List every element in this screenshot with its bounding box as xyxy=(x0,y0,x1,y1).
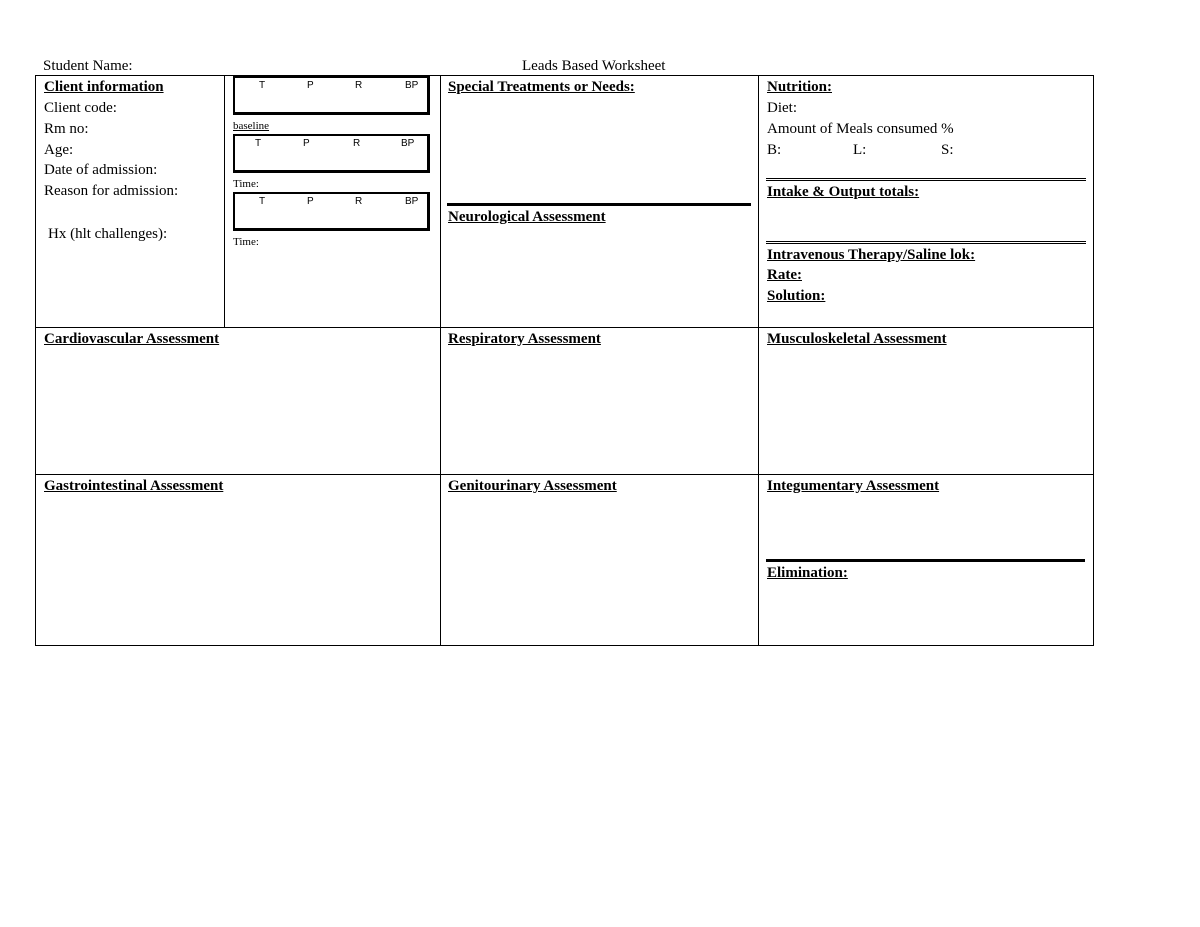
vitals-box-baseline[interactable] xyxy=(233,76,430,115)
intake-divider xyxy=(766,178,1086,181)
vital-pulse-label: P xyxy=(307,80,314,91)
elimination-divider xyxy=(766,559,1085,562)
vital-temp-label: T xyxy=(259,80,266,91)
diet-label: Diet: xyxy=(767,100,797,116)
vital-resp-label: R xyxy=(353,138,361,149)
nutrition-heading: Nutrition: xyxy=(767,79,832,95)
admission-date-label: Date of admission: xyxy=(44,162,158,178)
musculoskeletal-heading: Musculoskeletal Assessment xyxy=(767,331,947,347)
vital-bp-label: BP xyxy=(405,196,419,207)
meals-consumed-label: Amount of Meals consumed % xyxy=(767,121,954,137)
iv-solution-label: Solution: xyxy=(767,288,826,304)
elimination-heading: Elimination: xyxy=(767,565,848,581)
iv-divider xyxy=(766,241,1086,244)
respiratory-heading: Respiratory Assessment xyxy=(448,331,601,347)
vital-bp-label: BP xyxy=(401,138,415,149)
time-label: Time: xyxy=(233,178,259,190)
supper-label: S: xyxy=(941,142,954,158)
iv-rate-label: Rate: xyxy=(767,267,802,283)
baseline-label: baseline xyxy=(233,120,270,132)
room-number-label: Rm no: xyxy=(44,121,89,137)
vital-resp-label: R xyxy=(355,196,363,207)
neuro-divider xyxy=(447,203,751,206)
neurological-heading: Neurological Assessment xyxy=(448,209,606,225)
vital-pulse-label: P xyxy=(303,138,310,149)
vitals-box-2[interactable] xyxy=(233,134,430,173)
cardiovascular-heading: Cardiovascular Assessment xyxy=(44,331,220,347)
age-label: Age: xyxy=(44,142,74,158)
client-code-label: Client code: xyxy=(44,100,117,116)
vitals-box-3[interactable] xyxy=(233,192,430,231)
special-treatments-heading: Special Treatments or Needs: xyxy=(448,79,635,95)
client-info-heading: Client information xyxy=(44,79,164,95)
iv-therapy-heading: Intravenous Therapy/Saline lok: xyxy=(767,247,976,263)
health-history-label: Hx (hlt challenges): xyxy=(48,226,168,242)
vital-bp-label: BP xyxy=(405,80,419,91)
breakfast-label: B: xyxy=(767,142,782,158)
gastrointestinal-heading: Gastrointestinal Assessment xyxy=(44,478,224,494)
admission-reason-label: Reason for admission: xyxy=(44,183,179,199)
time-label: Time: xyxy=(233,236,259,248)
worksheet-title: Leads Based Worksheet xyxy=(522,58,666,74)
lunch-label: L: xyxy=(853,142,867,158)
vital-temp-label: T xyxy=(255,138,262,149)
intake-output-heading: Intake & Output totals: xyxy=(767,184,920,200)
student-name-label: Student Name: xyxy=(43,58,133,74)
vital-pulse-label: P xyxy=(307,196,314,207)
genitourinary-heading: Genitourinary Assessment xyxy=(448,478,617,494)
vital-temp-label: T xyxy=(259,196,266,207)
integumentary-heading: Integumentary Assessment xyxy=(767,478,940,494)
vital-resp-label: R xyxy=(355,80,363,91)
